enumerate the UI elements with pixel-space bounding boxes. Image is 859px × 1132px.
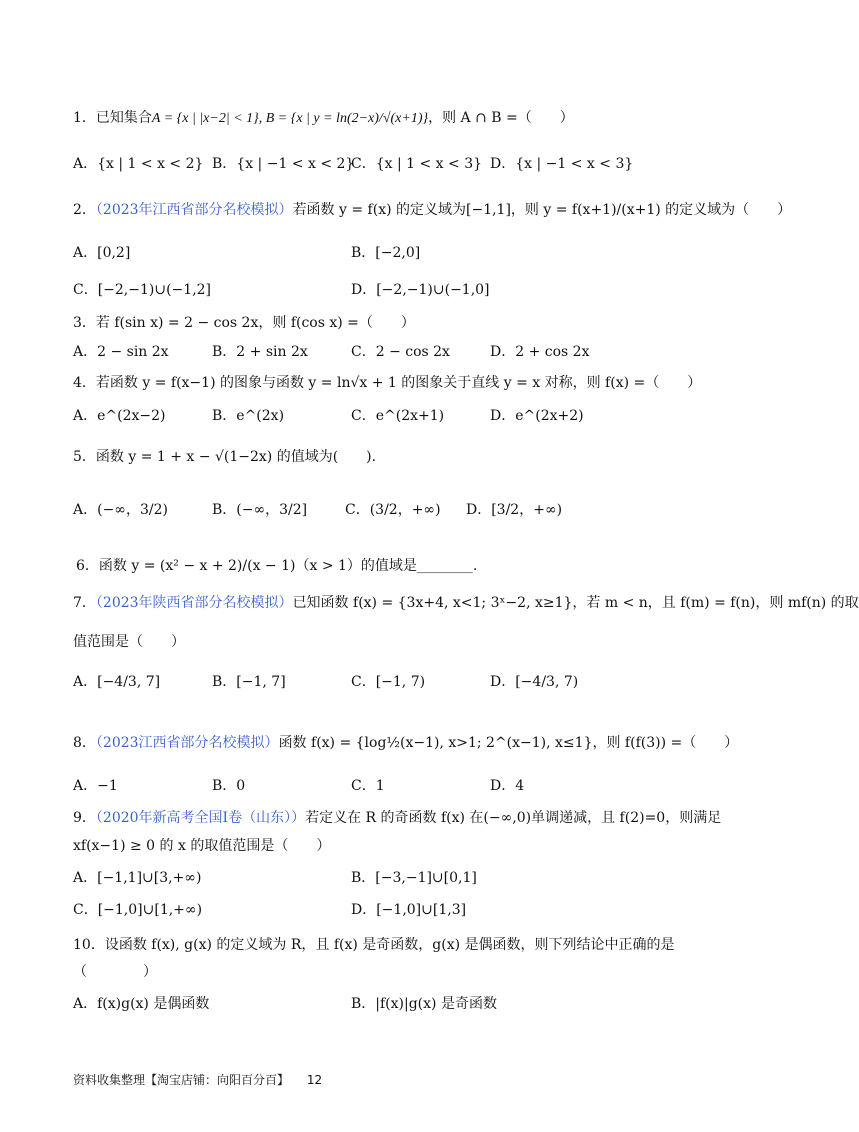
q2-option-a: A．[0,2] <box>73 245 131 261</box>
q5-option-c: C．(3/2，+∞) <box>345 502 441 518</box>
q5-option-a: A．(−∞，3/2) <box>73 502 168 518</box>
question-6-stem: 6．函数 y = (x² − x + 2)/(x − 1)（x > 1）的值域是________. <box>76 558 478 574</box>
q9-option-b: B．[−3,−1]∪[0,1] <box>351 870 477 886</box>
page-footer <box>73 1071 322 1088</box>
question-5-stem: 5．函数 y = 1 + x − √(1−2x) 的值域为( ). <box>73 449 377 465</box>
question-9-stem-continued: xf(x−1) ≥ 0 的 x 的取值范围是（ ） <box>73 838 331 854</box>
question-8-stem: 8．（2023江西省部分名校模拟）函数 f(x) = {log½(x−1), x>1; 2^(x−1), x≤1}，则 f(f(3)) =（ ） <box>73 735 739 751</box>
question-9-source: （2020年新高考全国Ⅰ卷（山东）） <box>95 810 306 826</box>
q3-option-d: D．2 + cos 2x <box>490 344 590 360</box>
question-9-stem: 9．（2020年新高考全国Ⅰ卷（山东））若定义在 R 的奇函数 f(x) 在(−∞,0)单调递减，且 f(2)=0，则满足 <box>73 810 722 826</box>
q1-option-c: C．{x | 1 < x < 3} <box>351 156 483 172</box>
question-3-stem: 3．若 f(sin x) = 2 − cos 2x，则 f(cos x) =（ ） <box>73 315 415 331</box>
q8-option-a: A．−1 <box>73 778 118 794</box>
q4-option-d: D．e^(2x+2) <box>490 408 584 424</box>
question-7-stem: 7．（2023年陕西省部分名校模拟）已知函数 f(x) = {3x+4, x<1; 3ˣ−2, x≥1}，若 m < n，且 f(m) = f(n)，则 mf(n) 的取 <box>73 595 859 611</box>
question-1-math: A = {x | |x−2| < 1}, B = {x | y = ln(2−x)/√(x+1)} <box>151 111 429 126</box>
question-8-source: （2023江西省部分名校模拟） <box>95 735 279 751</box>
q7-option-a: A．[−4/3, 7] <box>73 674 161 690</box>
q5-option-d: D．[3/2，+∞) <box>466 502 563 518</box>
q5-option-b: B．(−∞，3/2] <box>212 502 308 518</box>
q4-option-a: A．e^(2x−2) <box>73 408 166 424</box>
question-2-stem: 2．（2023年江西省部分名校模拟）若函数 y = f(x) 的定义域为[−1,1]，则 y = f(x+1)/(x+1) 的定义域为（ ） <box>73 202 792 218</box>
q10-option-a: A．f(x)g(x) 是偶函数 <box>73 996 210 1012</box>
question-4-stem: 4．若函数 y = f(x−1) 的图象与函数 y = ln√x + 1 的图象关于直线 y = x 对称，则 f(x) =（ ） <box>73 375 702 391</box>
q9-option-c: C．[−1,0]∪[1,+∞) <box>73 902 203 918</box>
q7-option-b: B．[−1, 7] <box>212 674 286 690</box>
question-2-source: （2023年江西省部分名校模拟） <box>95 202 293 218</box>
q8-option-d: D．4 <box>490 778 525 794</box>
question-1-stem: 1．已知集合A = {x | |x−2| < 1}, B = {x | y = ln(2−x)/√(x+1)}，则 A ∩ B =（ ） <box>73 110 574 126</box>
q7-option-c: C．[−1, 7) <box>351 674 426 690</box>
q2-option-b: B．[−2,0] <box>351 245 421 261</box>
page-number: 12 <box>306 1073 323 1087</box>
q2-option-c: C．[−2,−1)∪(−1,2] <box>73 282 212 298</box>
q10-option-b: B．|f(x)|g(x) 是奇函数 <box>351 996 497 1012</box>
q9-option-a: A．[−1,1]∪[3,+∞) <box>73 870 202 886</box>
q9-option-d: D．[−1,0]∪[1,3] <box>351 902 467 918</box>
footer-source-text: 资料收集整理【淘宝店铺：向阳百分百】 <box>73 1073 290 1087</box>
q8-option-c: C．1 <box>351 778 385 794</box>
q3-option-c: C．2 − cos 2x <box>351 344 450 360</box>
q4-option-c: C．e^(2x+1) <box>351 408 445 424</box>
q8-option-b: B．0 <box>212 778 246 794</box>
q1-option-a: A．{x | 1 < x < 2} <box>73 156 204 172</box>
question-10-stem-continued: （ ） <box>73 964 157 980</box>
question-7-source: （2023年陕西省部分名校模拟） <box>95 595 293 611</box>
q7-option-d: D．[−4/3, 7) <box>490 674 579 690</box>
q1-option-b: B．{x | −1 < x < 2} <box>212 156 355 172</box>
question-10-stem: 10．设函数 f(x), g(x) 的定义域为 R，且 f(x) 是奇函数，g(x) 是偶函数，则下列结论中正确的是 <box>73 937 675 953</box>
q2-option-d: D．[−2,−1)∪(−1,0] <box>351 282 490 298</box>
q3-option-a: A．2 − sin 2x <box>73 344 169 360</box>
q3-option-b: B．2 + sin 2x <box>212 344 308 360</box>
question-7-stem-continued: 值范围是（ ） <box>73 634 185 650</box>
q1-option-d: D．{x | −1 < x < 3} <box>490 156 634 172</box>
q4-option-b: B．e^(2x) <box>212 408 285 424</box>
